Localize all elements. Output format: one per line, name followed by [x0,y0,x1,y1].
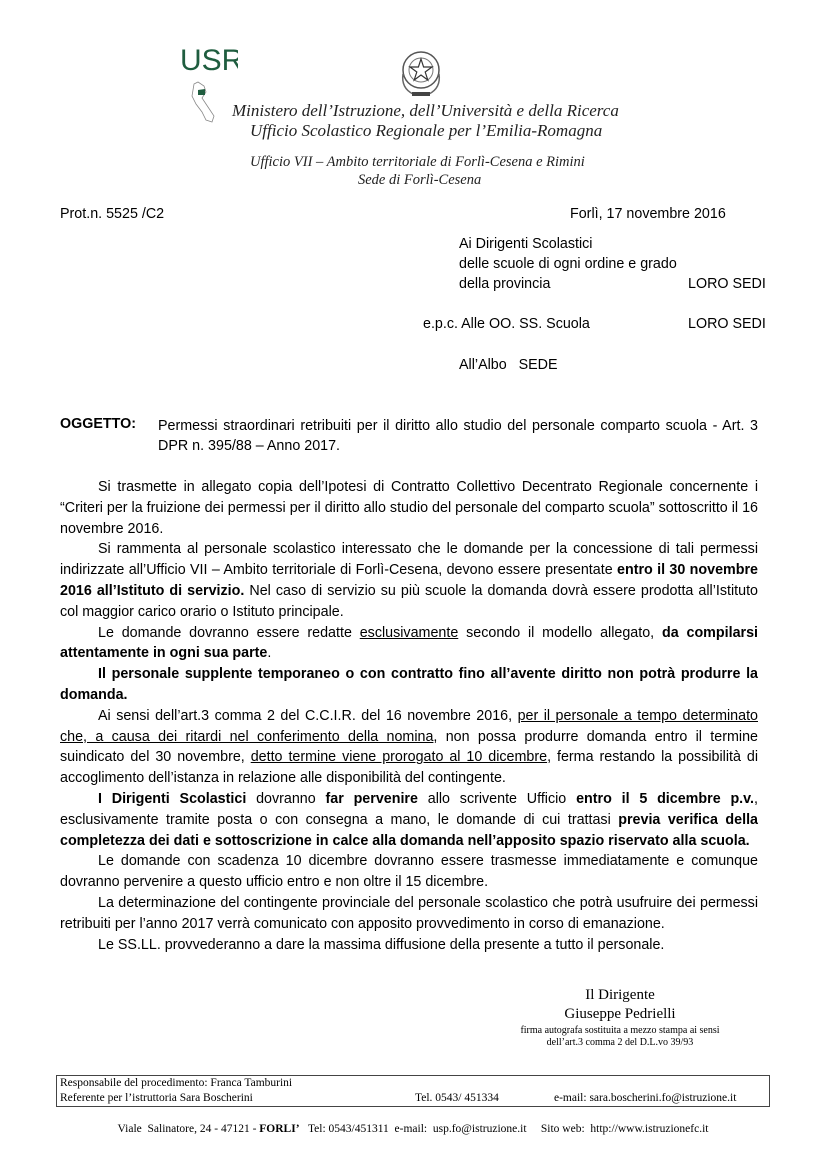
recipient-loro-sedi: LORO SEDI [688,276,766,292]
paragraph-9: Le SS.LL. provvederanno a dare la massima diffusione della presente a tutto il personale. [98,936,665,953]
paragraph-2: Si rammenta al personale scolastico interessato che le domande per la concessione di tali permessi indirizzate all’Ufficio VII – Ambito territoriale di Forlì-Cesena, devono essere presentate entro il 30 novembre 2016 all’Istituto di servizio. Nel caso di servizio su più scuole la domanda dovrà essere prodotta all’Istituto col maggior carico orario o Istituto principale. [60,541,758,620]
letter-date: Forlì, 17 novembre 2016 [570,206,726,222]
signature-note-2: dell’art.3 comma 2 del D.L.vo 39/93 [546,1037,694,1048]
office-seat: Sede di Forlì-Cesena [358,172,482,188]
signature-title: Il Dirigente [585,987,655,1003]
ministry-name: Ministero dell’Istruzione, dell’Università e della Ricerca [232,101,619,120]
region-highlight-icon [198,89,205,95]
office-vii-name: Ufficio VII – Ambito territoriale di Forlì-Cesena e Rimini [250,154,585,170]
protocol-number: Prot.n. 5525 /C2 [60,206,165,222]
contact-box [56,1075,770,1107]
paragraph-7: Le domande con scadenza 10 dicembre dovranno essere trasmesse immediatamente e comunque dovranno pervenire a questo ufficio entro e non oltre il 15 dicembre. [60,853,758,891]
usr-logo [178,40,238,130]
paragraph-6: I Dirigenti Scolastici dovranno far pervenire allo scrivente Ufficio entro il 5 dicembre p.v., esclusivamente tramite posta o con consegna a mano, le domande di cui trattasi previa verifica della completezza dei dati e sottoscrizione in calce alla domanda nell’apposito spazio riservato alla scuola. [60,790,758,849]
epc-recipient: e.p.c. Alle OO. SS. Scuola [423,316,590,332]
recipient-line-1: Ai Dirigenti Scolastici [459,236,593,252]
signature-name: Giuseppe Pedrielli [564,1006,676,1022]
subject-label: OGGETTO: [60,416,136,432]
paragraph-3: Le domande dovranno essere redatte esclusivamente secondo il modello allegato, da compilarsi attentamente in ogni sua parte. [60,624,759,662]
letter-body [60,477,758,955]
albo-recipient: All’Albo SEDE [459,357,558,373]
exclusively-underline: esclusivamente [359,624,459,641]
paragraph-1: Si trasmette in allegato copia dell’Ipotesi di Contratto Collettivo Decentrato Regionale concernente i “Criteri per la fruizione dei permessi per il diritto allo studio del personale del comparto scuola” sottoscritto il 16 novembre 2016. [60,479,758,537]
regional-office-name: Ufficio Scolastico Regionale per l’Emilia-Romagna [250,121,603,140]
city-bold: FORLI’ [259,1123,300,1135]
referent-email: e-mail: sara.boscherini.fo@istruzione.it [554,1092,737,1104]
italian-republic-emblem-icon [395,44,447,100]
paragraph-5: Ai sensi dell’art.3 comma 2 del C.C.I.R. del 16 novembre 2016, per il personale a tempo determinato che, a causa dei ritardi nel conferimento della nomina, non possa produrre domanda entro il termine suindicato del 30 novembre, detto termine viene prorogato al 10 dicembre, ferma restando la possibilità di accoglimento dell’istanza in relazione alle disponibilità del contingente. [60,707,759,787]
case-referent: Referente per l’istruttoria Sara Boscherini [60,1092,253,1104]
paragraph-4: Il personale supplente temporaneo o con contratto fino all’avente diritto non potrà produrre la domanda. [60,666,758,703]
procedure-manager: Responsabile del procedimento: Franca Tamburini [60,1077,293,1089]
paragraph-8: La determinazione del contingente provinciale del personale scolastico che potrà usufruire dei permessi retribuiti per l’anno 2017 verrà comunicato con apposito provvedimento in corso di emanazione. [60,894,758,932]
office-address-line: Viale Salinatore, 24 - 47121 - FORLI’ Tel: 0543/451311 e-mail: usp.fo@istruzione.it Sito web: http://www.istruzionefc.it [117,1123,709,1135]
referent-phone: Tel. 0543/ 451334 [415,1092,499,1104]
epc-loro-sedi: LORO SEDI [688,316,766,332]
usr-logo-text: USR [180,44,238,77]
subject-text: Permessi straordinari retribuiti per il diritto allo studio del personale comparto scuola - Art. 3 DPR n. 395/88 – Anno 2017. [158,418,758,454]
deadline-bold: entro il 30 novembre 2016 all’Istituto di servizio. [60,562,758,599]
recipient-line-3: della provincia [459,276,551,292]
italy-map-icon [192,82,214,122]
recipient-line-2: delle scuole di ogni ordine e grado [459,256,677,272]
signature-note-1: firma autografa sostituita a mezzo stampa ai sensi [520,1025,720,1036]
